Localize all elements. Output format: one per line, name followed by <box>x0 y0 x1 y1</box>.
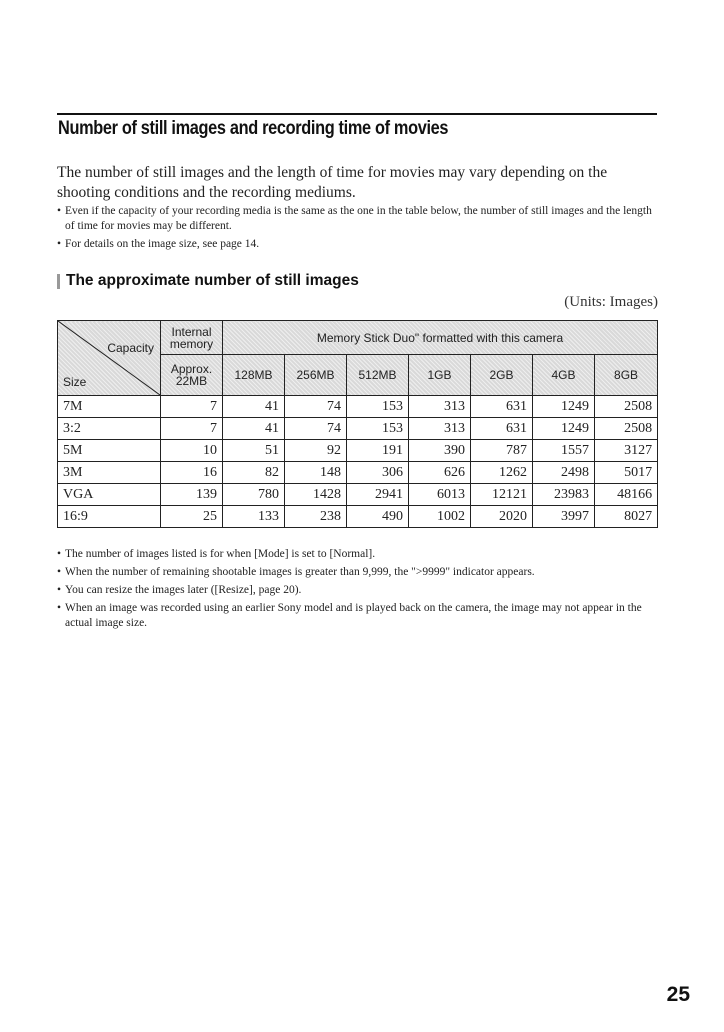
page-title: Number of still images and recording time of movies <box>58 118 449 139</box>
size-cell: 7M <box>58 396 161 418</box>
intro-note: • For details on the image size, see page 14. <box>57 237 662 252</box>
page-number: 25 <box>666 983 690 1006</box>
value-cell: 8027 <box>595 506 658 528</box>
section-heading <box>57 272 359 290</box>
value-cell: 626 <box>409 462 471 484</box>
value-cell: 191 <box>347 440 409 462</box>
value-cell: 41 <box>223 396 285 418</box>
table-row <box>58 506 658 528</box>
value-cell: 92 <box>285 440 347 462</box>
still-images-table <box>57 320 658 528</box>
value-cell: 1249 <box>533 418 595 440</box>
capacity-header: 512MB <box>347 355 409 396</box>
value-cell: 41 <box>223 418 285 440</box>
value-cell: 238 <box>285 506 347 528</box>
value-cell: 2498 <box>533 462 595 484</box>
value-cell: 306 <box>347 462 409 484</box>
value-cell: 133 <box>223 506 285 528</box>
table-row <box>58 484 658 506</box>
capacity-header: 256MB <box>285 355 347 396</box>
table-note: • You can resize the images later ([Resize], page 20). <box>57 583 657 598</box>
value-cell: 1249 <box>533 396 595 418</box>
title-rule <box>57 113 657 115</box>
value-cell: 2508 <box>595 396 658 418</box>
value-cell: 631 <box>471 418 533 440</box>
value-cell: 490 <box>347 506 409 528</box>
value-cell: 780 <box>223 484 285 506</box>
value-cell: 16 <box>161 462 223 484</box>
value-cell: 48166 <box>595 484 658 506</box>
internal-memory-capacity: Approx. 22MB <box>161 355 223 396</box>
value-cell: 51 <box>223 440 285 462</box>
size-cell: 5M <box>58 440 161 462</box>
value-cell: 153 <box>347 396 409 418</box>
intro-paragraph: The number of still images and the length of time for movies may vary depending on the shooting conditions and the recording mediums. <box>57 164 608 201</box>
value-cell: 5017 <box>595 462 658 484</box>
value-cell: 1557 <box>533 440 595 462</box>
table-row <box>58 462 658 484</box>
capacity-header: 4GB <box>533 355 595 396</box>
value-cell: 1262 <box>471 462 533 484</box>
value-cell: 1428 <box>285 484 347 506</box>
table-row <box>58 418 658 440</box>
value-cell: 148 <box>285 462 347 484</box>
value-cell: 631 <box>471 396 533 418</box>
table-row <box>58 440 658 462</box>
size-cell: VGA <box>58 484 161 506</box>
value-cell: 23983 <box>533 484 595 506</box>
value-cell: 82 <box>223 462 285 484</box>
value-cell: 313 <box>409 418 471 440</box>
table-notes <box>57 547 657 634</box>
value-cell: 7 <box>161 418 223 440</box>
value-cell: 74 <box>285 418 347 440</box>
value-cell: 787 <box>471 440 533 462</box>
size-cell: 3M <box>58 462 161 484</box>
value-cell: 12121 <box>471 484 533 506</box>
capacity-header: 2GB <box>471 355 533 396</box>
value-cell: 2020 <box>471 506 533 528</box>
internal-memory-header: Internal memory <box>161 321 223 355</box>
value-cell: 7 <box>161 396 223 418</box>
table-note: • When the number of remaining shootable images is greater than 9,999, the ">9999" indicator appears. <box>57 565 657 580</box>
value-cell: 2508 <box>595 418 658 440</box>
table-row <box>58 396 658 418</box>
size-cell: 16:9 <box>58 506 161 528</box>
value-cell: 153 <box>347 418 409 440</box>
value-cell: 3997 <box>533 506 595 528</box>
table-note: • When an image was recorded using an earlier Sony model and is played back on the camera, the image may not appear in the actual image size. <box>57 601 657 631</box>
table-note: • The number of images listed is for when [Mode] is set to [Normal]. <box>57 547 657 562</box>
capacity-header: 8GB <box>595 355 658 396</box>
value-cell: 25 <box>161 506 223 528</box>
capacity-header: 1GB <box>409 355 471 396</box>
section-heading-marker <box>57 274 60 289</box>
units-label: (Units: Images) <box>564 294 658 310</box>
capacity-header: 128MB <box>223 355 285 396</box>
value-cell: 139 <box>161 484 223 506</box>
size-cell: 3:2 <box>58 418 161 440</box>
value-cell: 6013 <box>409 484 471 506</box>
size-label: Size <box>63 375 87 389</box>
table-corner-header <box>58 321 161 396</box>
value-cell: 390 <box>409 440 471 462</box>
value-cell: 313 <box>409 396 471 418</box>
section-heading-text: The approximate number of still images <box>66 272 359 289</box>
value-cell: 10 <box>161 440 223 462</box>
value-cell: 1002 <box>409 506 471 528</box>
value-cell: 3127 <box>595 440 658 462</box>
capacity-label: Capacity <box>107 341 154 355</box>
value-cell: 74 <box>285 396 347 418</box>
value-cell: 2941 <box>347 484 409 506</box>
intro-note: • Even if the capacity of your recording media is the same as the one in the table below, the number of still images and the length of time for movies may be different. <box>57 204 662 234</box>
memory-stick-header: Memory Stick Duo" formatted with this camera <box>223 321 658 355</box>
intro-notes <box>57 204 662 255</box>
